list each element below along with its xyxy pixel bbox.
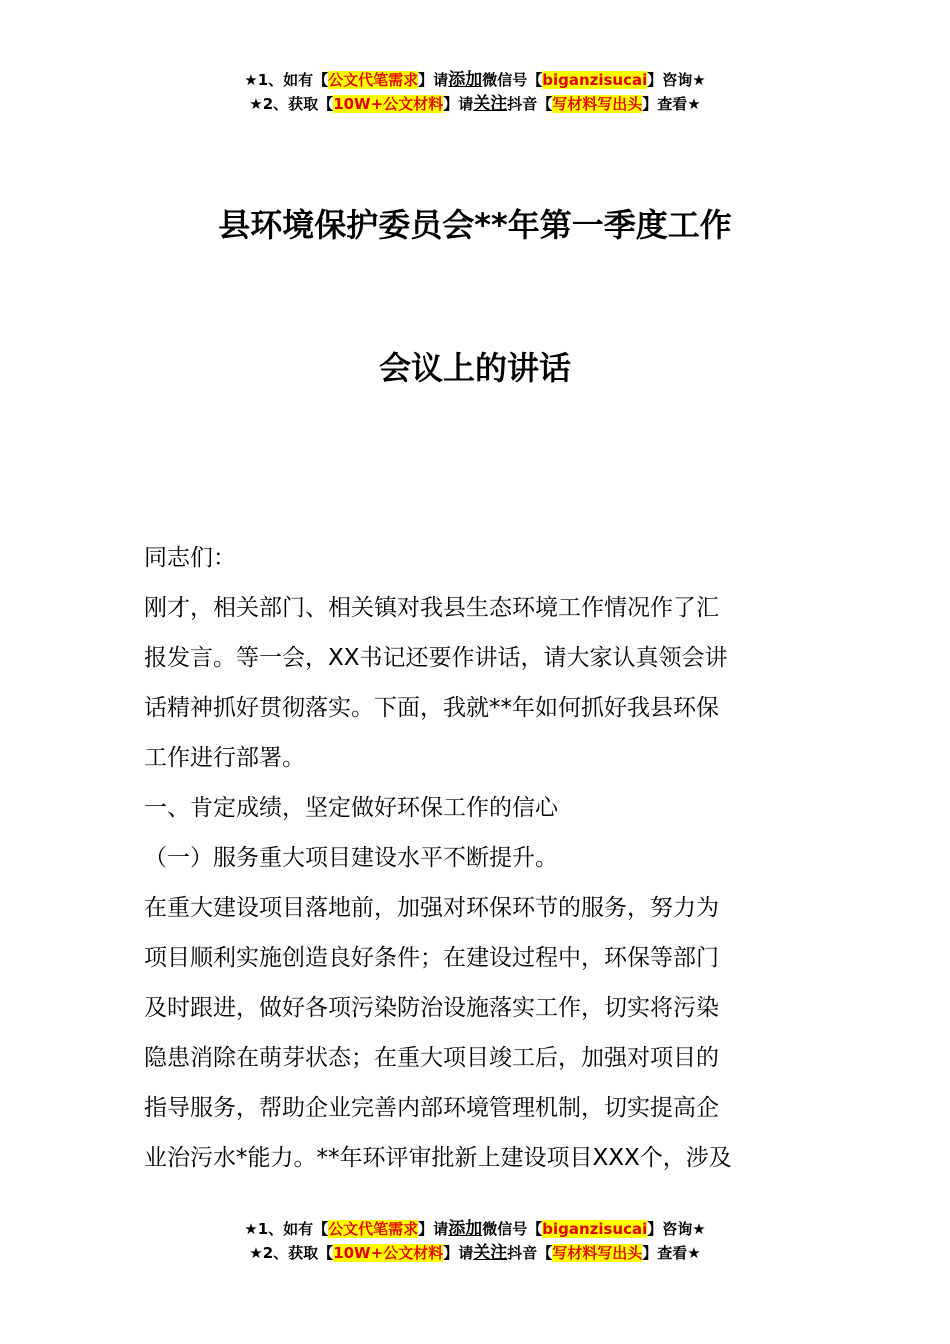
banner-text: 】查看★ [642, 1244, 701, 1262]
body-line: 工作进行部署。 [144, 745, 305, 771]
footer-line-2 [0, 1241, 950, 1265]
banner-text: 】请 [443, 1244, 474, 1262]
document-title-line-1: 县环境保护委员会**年第一季度工作 [218, 206, 732, 244]
body-line: 隐患消除在萌芽状态；在重大项目竣工后，加强对项目的 [144, 1045, 719, 1071]
banner-line-2 [0, 92, 950, 116]
body-line: 在重大建设项目落地前，加强对环保环节的服务，努力为 [144, 895, 719, 921]
banner-text: ★2、获取【 [249, 1244, 334, 1262]
banner-text: 】请 [443, 95, 474, 113]
banner-highlight-wechat: biganzisucai [542, 71, 648, 89]
banner-text: 微信号【 [482, 71, 543, 89]
banner-underline: 添加 [448, 70, 483, 90]
banner-underline: 关注 [473, 1243, 508, 1263]
banner-highlight-douyin: 写材料写出头 [552, 95, 643, 113]
banner-text: 抖音【 [507, 1244, 553, 1262]
banner-underline: 关注 [473, 94, 508, 114]
banner-text: ★1、如有【 [244, 71, 329, 89]
banner-line-1 [0, 68, 950, 92]
body-line: 刚才，相关部门、相关镇对我县生态环境工作情况作了汇 [144, 595, 719, 621]
banner-highlight: 公文代笔需求 [328, 71, 419, 89]
subsection-heading: （一）服务重大项目建设水平不断提升。 [144, 845, 558, 871]
body-line: 同志们： [144, 545, 236, 571]
body-line: 业治污水*能力。**年环评审批新上建设项目XXX个，涉及 [144, 1145, 732, 1171]
banner-text: 微信号【 [482, 1220, 543, 1238]
body-line: 话精神抓好贯彻落实。下面，我就**年如何抓好我县环保 [144, 695, 719, 721]
banner-text: 】请 [418, 1220, 449, 1238]
banner-highlight-douyin: 写材料写出头 [552, 1244, 643, 1262]
footer-line-1 [0, 1217, 950, 1241]
banner-text: 】查看★ [642, 95, 701, 113]
banner-highlight-wechat: biganzisucai [542, 1220, 648, 1238]
body-line: 报发言。等一会，XX书记还要作讲话，请大家认真领会讲 [144, 645, 728, 671]
banner-text: 】咨询★ [647, 1220, 706, 1238]
banner-text: ★1、如有【 [244, 1220, 329, 1238]
banner-text: 抖音【 [507, 95, 553, 113]
banner-highlight: 公文代笔需求 [328, 1220, 419, 1238]
banner-highlight: 10W+公文材料 [333, 1244, 444, 1262]
body-line: 及时跟进，做好各项污染防治设施落实工作，切实将污染 [144, 995, 719, 1021]
banner-text: 】请 [418, 71, 449, 89]
section-heading: 一、肯定成绩，坚定做好环保工作的信心 [144, 795, 558, 821]
header-banner [0, 68, 950, 116]
document-title-line-2: 会议上的讲话 [378, 349, 571, 387]
body-line: 项目顺利实施创造良好条件；在建设过程中，环保等部门 [144, 945, 719, 971]
footer-banner [0, 1217, 950, 1265]
banner-highlight: 10W+公文材料 [333, 95, 444, 113]
document-body [144, 533, 814, 1183]
banner-text: 】咨询★ [647, 71, 706, 89]
banner-underline: 添加 [448, 1219, 483, 1239]
banner-text: ★2、获取【 [249, 95, 334, 113]
body-line: 指导服务，帮助企业完善内部环境管理机制，切实提高企 [144, 1095, 719, 1121]
